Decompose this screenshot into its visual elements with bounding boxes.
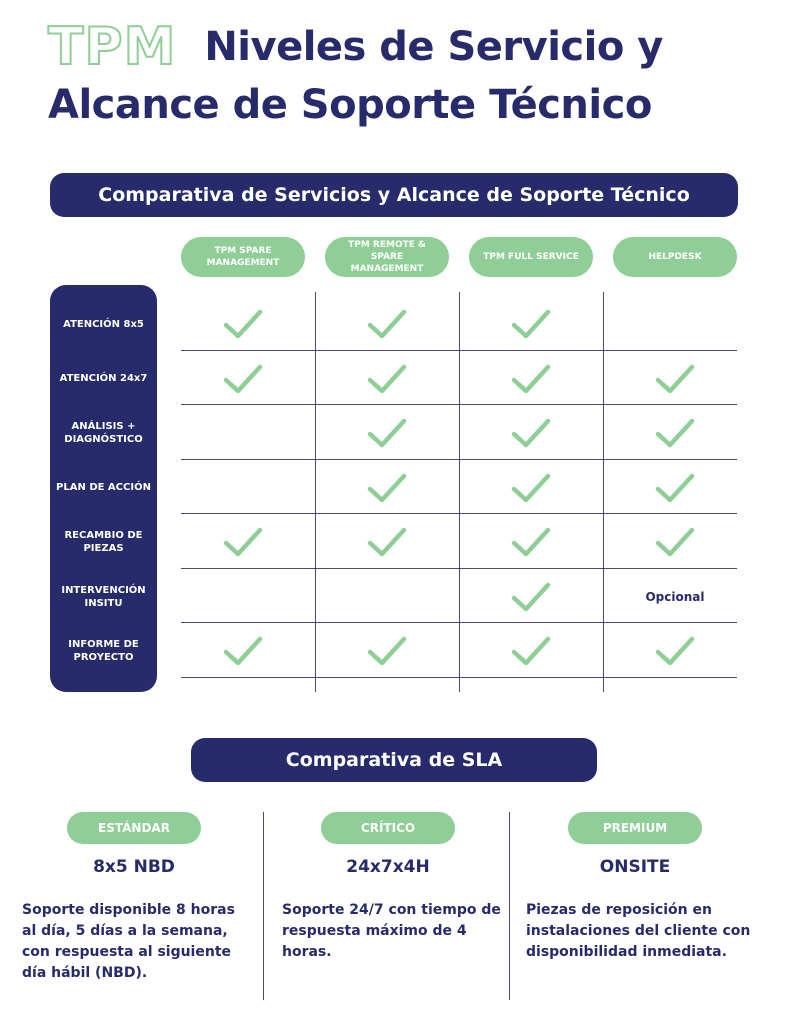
row-label: ATENCIÓN 8x5: [63, 318, 144, 330]
table-cell: [171, 461, 315, 515]
sla-tier-standard-code: 8x5 NBD: [93, 857, 175, 877]
table-cell: [459, 406, 603, 460]
row-label: PLAN DE ACCIÓN: [56, 482, 151, 493]
check-icon: [511, 473, 551, 503]
check-icon: [655, 636, 695, 666]
sla-tier-premium-code: ONSITE: [599, 857, 671, 877]
table-cell: [315, 461, 459, 515]
check-icon: [655, 364, 695, 394]
table-cell: [171, 624, 315, 678]
check-icon: [655, 473, 695, 503]
sla-banner: Comparativa de SLA: [191, 738, 597, 782]
sla-tier-standard-badge: ESTÁNDAR: [67, 812, 201, 844]
table-cell: [603, 570, 747, 624]
table-cell: [315, 406, 459, 460]
title-line-2: Alcance de Soporte Técnico: [48, 82, 652, 128]
sla-tier-critical-description: Soporte 24/7 con tiempo de respuesta máximo de 4 horas.: [282, 902, 501, 960]
column-header-full-service: TPM FULL SERVICE: [469, 237, 593, 277]
check-icon: [511, 309, 551, 339]
sla-tier-premium-badge: PREMIUM: [568, 812, 702, 844]
tpm-logo: TPM: [48, 17, 177, 77]
row-label: INFORME DE PROYECTO: [68, 639, 139, 663]
table-cell: [603, 297, 747, 351]
check-icon: [511, 582, 551, 612]
table-cell: [603, 352, 747, 406]
check-icon: [367, 309, 407, 339]
sla-tier-critical-badge: CRÍTICO: [321, 812, 455, 844]
row-label: ANÁLISIS + DIAGNÓSTICO: [64, 421, 143, 445]
check-icon: [655, 418, 695, 448]
title-line-1: Niveles de Servicio y: [204, 24, 663, 70]
table-cell: [171, 570, 315, 624]
check-icon: [367, 527, 407, 557]
column-header-remote-spare: TPM REMOTE & SPARE MANAGEMENT: [325, 237, 449, 277]
check-icon: [367, 473, 407, 503]
table-cell: [171, 515, 315, 569]
table-cell: [315, 515, 459, 569]
comparison-banner: Comparativa de Servicios y Alcance de Soporte Técnico: [50, 173, 738, 217]
sla-tier-premium-description: Piezas de reposición en instalaciones del cliente con disponibilidad inmediata.: [526, 902, 751, 960]
sla-tier-standard-description: Soporte disponible 8 horas al día, 5 días a la semana, con respuesta al siguiente día hábil (NBD).: [22, 902, 235, 981]
table-cell: [315, 352, 459, 406]
check-icon: [367, 636, 407, 666]
page-title: [48, 18, 768, 134]
sla-tier-critical-code: 24x7x4H: [346, 857, 430, 877]
check-icon: [511, 527, 551, 557]
table-cell: [603, 406, 747, 460]
table-cell: [603, 515, 747, 569]
column-header-spare: TPM SPARE MANAGEMENT: [181, 237, 305, 277]
sla-divider: [509, 812, 510, 1000]
table-cell: [315, 624, 459, 678]
table-cell: [171, 406, 315, 460]
table-cell: [459, 624, 603, 678]
table-cell: [459, 515, 603, 569]
row-label: ATENCIÓN 24x7: [59, 373, 148, 384]
check-icon: [367, 364, 407, 394]
check-icon: [223, 364, 263, 394]
check-icon: [223, 527, 263, 557]
table-cell: [459, 352, 603, 406]
check-icon: [655, 527, 695, 557]
table-cell: [459, 297, 603, 351]
check-icon: [511, 364, 551, 394]
row-label: RECAMBIO DE PIEZAS: [64, 530, 143, 554]
table-cell: [171, 352, 315, 406]
table-cell: [459, 570, 603, 624]
column-header-helpdesk: HELPDESK: [613, 237, 737, 277]
table-cell: [459, 461, 603, 515]
check-icon: [511, 418, 551, 448]
table-cell: [171, 297, 315, 351]
check-icon: [511, 636, 551, 666]
table-cell: [603, 624, 747, 678]
row-label: INTERVENCIÓN INSITU: [61, 584, 146, 609]
check-icon: [223, 309, 263, 339]
cell-text: Opcional: [645, 589, 705, 604]
table-cell: [315, 570, 459, 624]
check-icon: [223, 636, 263, 666]
table-cell: [603, 461, 747, 515]
check-icon: [367, 418, 407, 448]
table-cell: [315, 297, 459, 351]
sla-divider: [263, 812, 264, 1000]
